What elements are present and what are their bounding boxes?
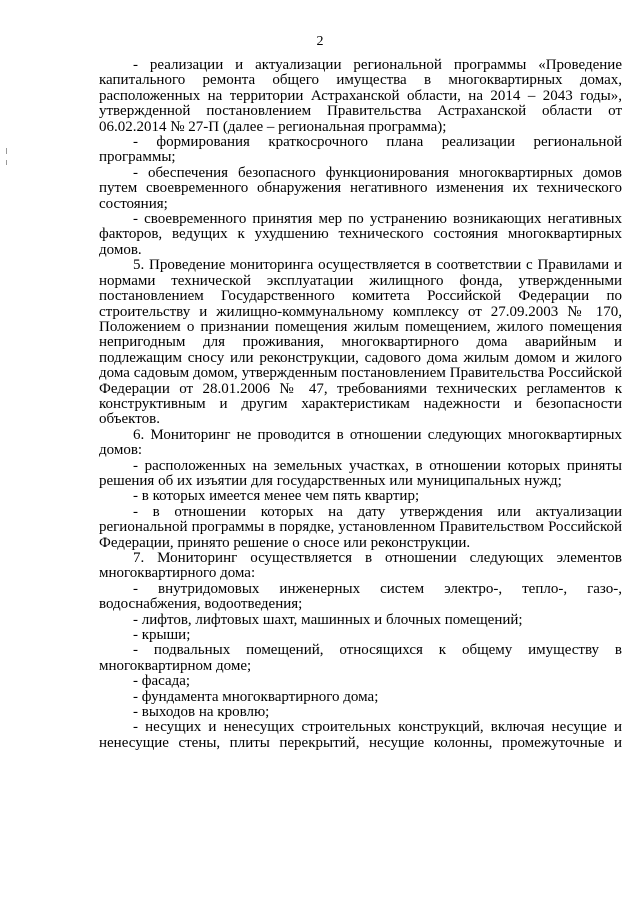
paragraph: 5. Проведение мониторинга осуществляется в соответствии с Правилами и нормами технической эксплуатации жилищного фонда, утвержденными постановлением Государственного комитета Российской Федерации по строительству и жилищно-коммунальному комплексу от 27.09.2003 № 170, Положением о признании помещения жилым помещением, жилого помещения непригодным для проживания, многоквартирного дома аварийным и подлежащим сносу или реконструкции, садового дома жилым домом и жилого дома садовым домом, утвержденным постановлением Правительства Российской Федерации от 28.01.2006 № 47, требованиями технических регламентов к конструктивным и другим характеристикам надежности и безопасности объектов. [99, 257, 622, 428]
page-number: 2 [316, 34, 324, 49]
paragraph: - несущих и ненесущих строительных конструкций, включая несущие и ненесущие стены, плиты перекрытий, несущие колонны, промежуточные и [99, 719, 622, 751]
scan-artifact [6, 160, 7, 165]
document-body [99, 58, 622, 751]
paragraph: - формирования краткосрочного плана реализации региональной программы; [99, 134, 622, 166]
paragraph: - выходов на кровлю; [133, 704, 270, 721]
paragraph: - своевременного принятия мер по устранению возникающих негативных факторов, ведущих к ухудшению технического состояния многоквартирных домов. [99, 211, 622, 258]
paragraph: 7. Мониторинг осуществляется в отношении следующих элементов многоквартирного дома: [99, 550, 622, 582]
paragraph: - лифтов, лифтовых шахт, машинных и блочных помещений; [133, 611, 523, 628]
paragraph: - реализации и актуализации региональной программы «Проведение капитального ремонта общего имущества в многоквартирных домах, расположенных на территории Астраханской области, на 2014 – 2043 годы», утвержденной постановлением Правительства Астраханской области от 06.02.2014 № 27-П (далее – региональная программа); [99, 57, 622, 135]
paragraph: - подвальных помещений, относящихся к общему имуществу в многоквартирном доме; [99, 642, 622, 674]
paragraph: - расположенных на земельных участках, в отношении которых приняты решения об их изъятии для государственных или муниципальных нужд; [99, 457, 622, 489]
paragraph: - обеспечения безопасного функционирования многоквартирных домов путем своевременного обнаружения негативного изменения их технического состояния; [99, 164, 622, 212]
paragraph: 6. Мониторинг не проводится в отношении следующих многоквартирных домов: [99, 426, 622, 459]
paragraph: - внутридомовых инженерных систем электро-, тепло-, газо-, водоснабжения, водоотведения; [99, 580, 622, 613]
paragraph: - крыши; [133, 627, 191, 644]
paragraph: - фасада; [133, 673, 191, 690]
paragraph: - фундамента многоквартирного дома; [133, 688, 379, 705]
scan-artifact [6, 148, 7, 154]
paragraph: - в отношении которых на дату утверждения или актуализации региональной программы в порядке, установленном Правительством Российской Федерации, принято решение о сносе или реконструкции. [99, 503, 622, 551]
paragraph: - в которых имеется менее чем пять квартир; [133, 488, 420, 505]
